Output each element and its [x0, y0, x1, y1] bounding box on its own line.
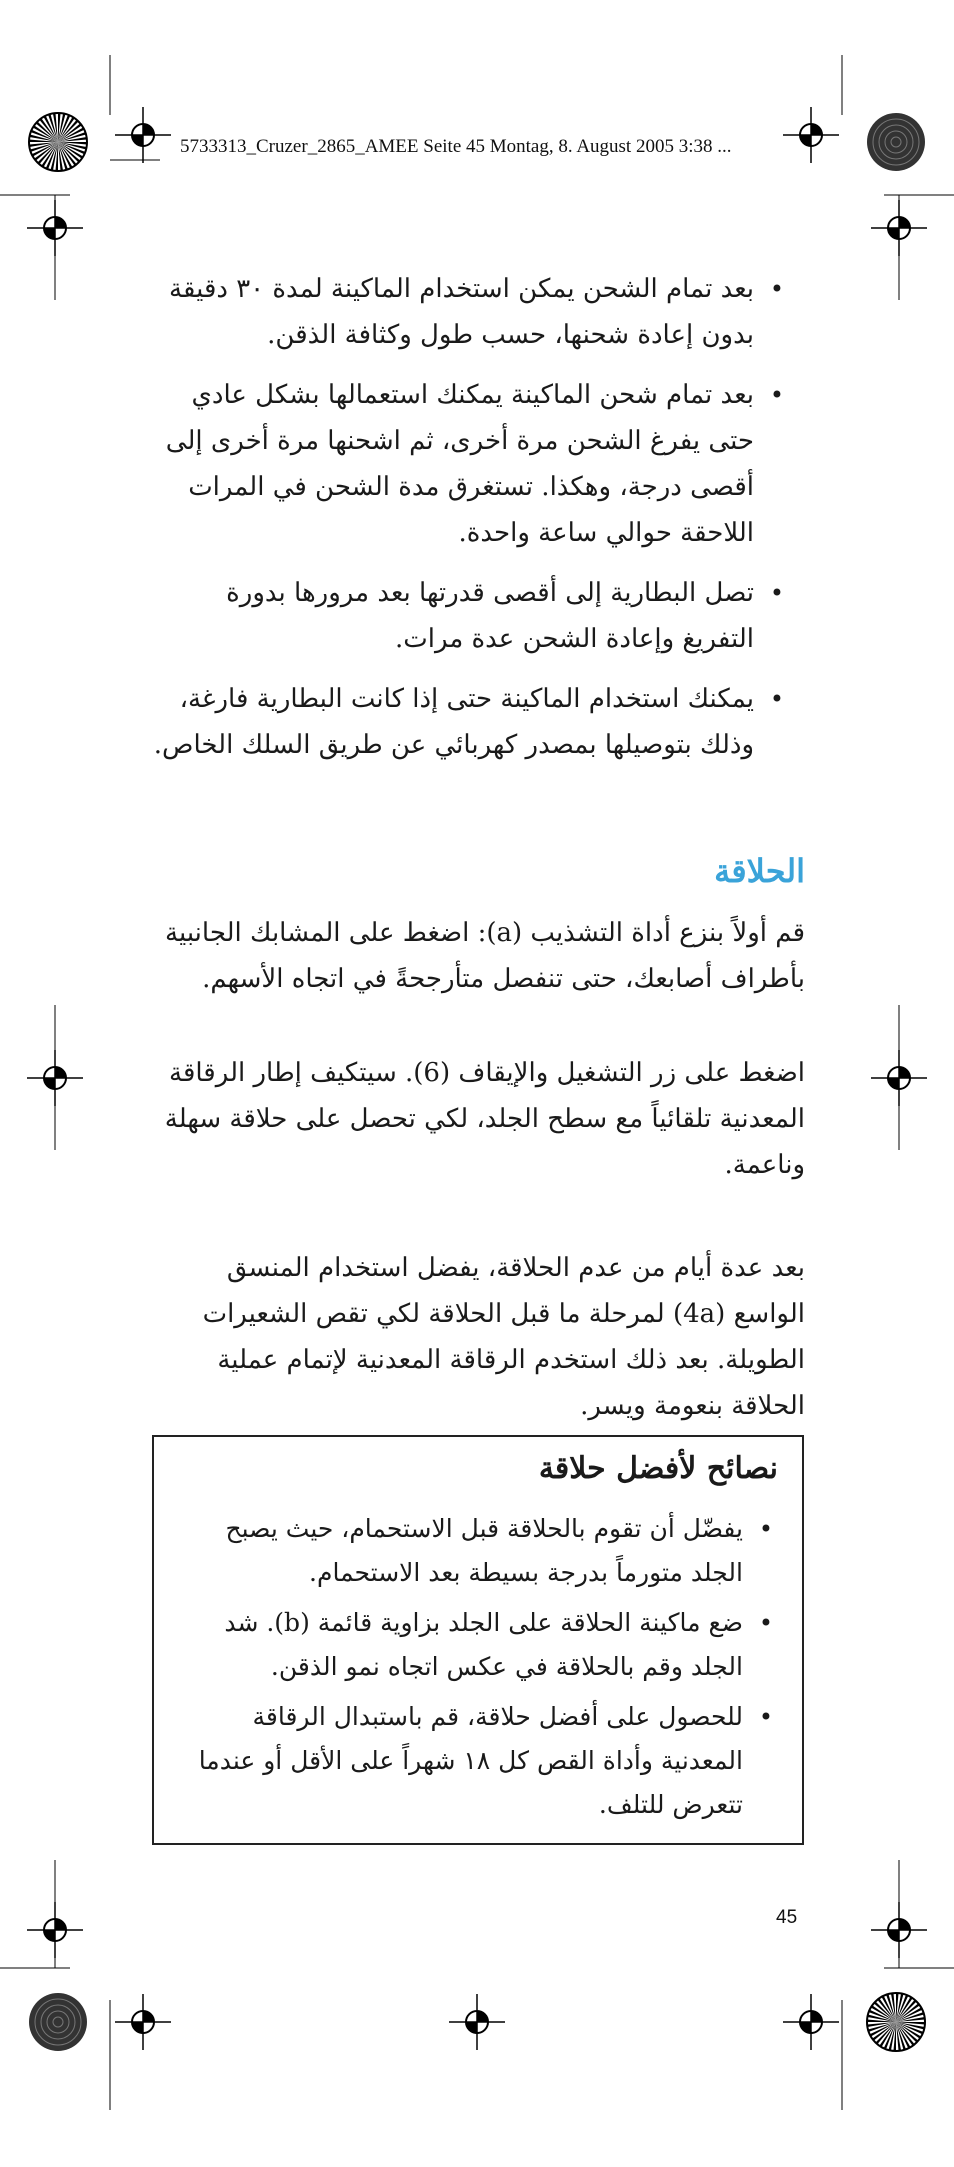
paragraph-power-button: اضغط على زر التشغيل والإيقاف (6). سيتكيف إطار الرقاقة المعدنية تلقائياً مع سطح الجلد، لكي تحصل على حلاقة سهلة وناعمة. — [164, 1058, 805, 1180]
target-mark-top-right — [867, 113, 925, 171]
list-item: • بعد تمام شحن الماكينة يمكنك استعمالها بشكل عادي حتى يفرغ الشحن مرة أخرى، ثم اشحنها مرة أخرى إلى أقصى درجة، وهكذا. تستغرق مدة الشحن في المرات اللاحقة حوالي ساعة واحدة. — [150, 372, 790, 556]
target-mark-bottom-left — [29, 1993, 87, 2051]
sunburst-mark-top-left — [29, 113, 87, 171]
list-item: • يمكنك استخدام الماكينة حتى إذا كانت البطارية فارغة، وذلك بتوصيلها بمصدر كهربائي عن طريق السلك الخاص. — [150, 676, 790, 768]
charging-bullet-list — [150, 266, 790, 782]
tips-title: نصائح لأفضل حلاقة — [538, 1451, 778, 1486]
sunburst-mark-bottom-right — [867, 1993, 925, 2051]
section-heading: الحلاقة — [714, 852, 805, 890]
paragraph-remove-trimmer: قم أولاً بنزع أداة التشذيب (a): اضغط على المشابك الجانبية بأطراف أصابعك، حتى تنفصل متأرجحةً في اتجاه الأسهم. — [165, 918, 805, 994]
list-item: • للحصول على أفضل حلاقة، قم باستبدال الرقاقة المعدنية وأداة القص كل ١٨ شهراً على الأقل أو عندما تتعرض للتلف. — [174, 1695, 779, 1827]
page-number: 45 — [776, 1907, 798, 1928]
print-header: 5733313_Cruzer_2865_AMEE Seite 45 Montag, 8. August 2005 3:38 ... — [180, 136, 732, 157]
paragraph-long-hair-trimmer: بعد عدة أيام من عدم الحلاقة، يفضل استخدام المنسق الواسع (4a) لمرحلة ما قبل الحلاقة لكي تقص الشعيرات الطويلة. بعد ذلك استخدم الرقاقة المعدنية لإتمام عملية الحلاقة بنعومة ويسر. — [202, 1253, 805, 1421]
tips-list — [174, 1507, 779, 1833]
list-item: • بعد تمام الشحن يمكن استخدام الماكينة لمدة ٣٠ دقيقة بدون إعادة شحنها، حسب طول وكثافة الذقن. — [150, 266, 790, 358]
list-item: • ضع ماكينة الحلاقة على الجلد بزاوية قائمة (b). شد الجلد وقم بالحلاقة في عكس اتجاه نمو الذقن. — [174, 1601, 779, 1689]
list-item: • تصل البطارية إلى أقصى قدرتها بعد مرورها بدورة التفريغ وإعادة الشحن عدة مرات. — [150, 570, 790, 662]
shaving-tips-box — [152, 1435, 804, 1845]
list-item: • يفضّل أن تقوم بالحلاقة قبل الاستحمام، حيث يصبح الجلد متورماً بدرجة بسيطة بعد الاستحمام. — [174, 1507, 779, 1595]
